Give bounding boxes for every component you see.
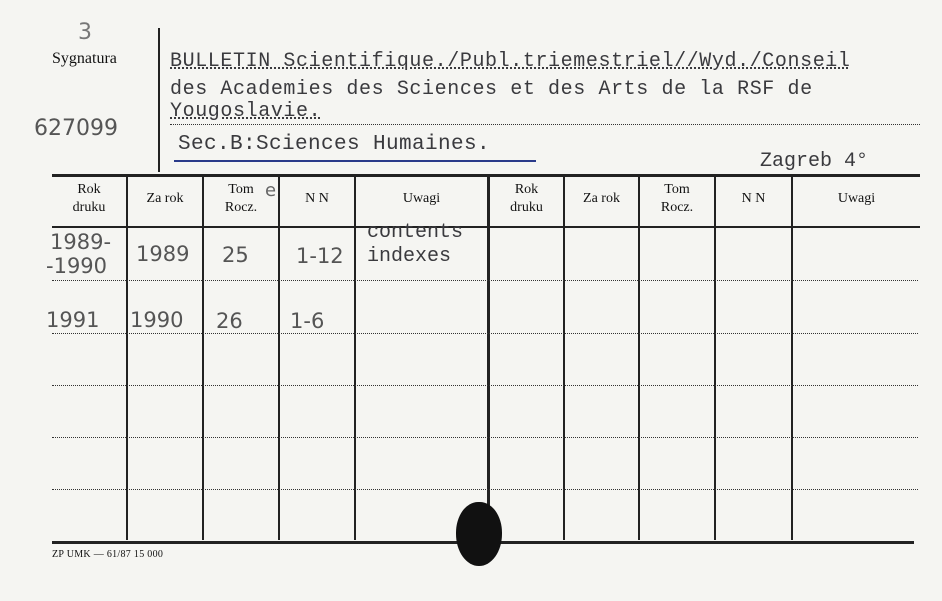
section-title: Sec.B:Sciences Humaines. bbox=[178, 133, 491, 156]
header-nn: N N bbox=[305, 191, 329, 206]
row1-za-rok: 1989 bbox=[136, 242, 190, 266]
col-line bbox=[202, 176, 204, 540]
row1-uwagi-contents: contents bbox=[367, 221, 464, 244]
title-rule bbox=[170, 124, 920, 125]
header-tom-rocz: Tom Rocz. bbox=[224, 182, 258, 215]
col-line-center bbox=[487, 176, 490, 540]
row-rule bbox=[52, 489, 918, 490]
pencil-mark: 3 bbox=[78, 20, 92, 45]
col-line bbox=[638, 176, 640, 540]
row1-tom: 25 bbox=[222, 243, 249, 267]
print-footer: ZP UMK — 61/87 15 000 bbox=[52, 549, 164, 560]
row-rule bbox=[52, 385, 918, 386]
row2-nn: 1-6 bbox=[290, 309, 325, 333]
row2-za-rok: 1990 bbox=[130, 308, 184, 332]
header-divider bbox=[158, 28, 160, 172]
header-rok-druku: Rok druku bbox=[72, 182, 106, 215]
header-tom-rocz-right: Tom Rocz. bbox=[660, 182, 694, 215]
row1-rok-druku-b: -1990 bbox=[46, 254, 108, 278]
header-nn-right: N N bbox=[741, 191, 766, 206]
punch-hole bbox=[456, 502, 502, 566]
header-uwagi: Uwagi bbox=[402, 191, 441, 206]
header-za-rok-right: Za rok bbox=[583, 191, 620, 206]
col-line bbox=[563, 176, 565, 540]
row-rule bbox=[52, 333, 918, 334]
title-line-1: BULLETIN Scientifique./Publ.triemestriel//Wyd./Conseil bbox=[170, 50, 851, 73]
header-za-rok: Za rok bbox=[146, 191, 184, 206]
row1-uwagi-indexes: indexes bbox=[367, 245, 452, 268]
title-line-3: Yougoslavie. bbox=[170, 100, 322, 123]
header-rok-druku-right: Rok druku bbox=[510, 182, 543, 215]
tom-extra-mark: e bbox=[265, 180, 277, 201]
sygnatura-label: Sygnatura bbox=[52, 50, 117, 67]
row1-rok-druku-a: 1989- bbox=[50, 230, 112, 254]
header-uwagi-right: Uwagi bbox=[837, 191, 876, 206]
col-line bbox=[278, 176, 280, 540]
row2-rok-druku: 1991 bbox=[46, 308, 100, 332]
title-line-2: des Academies des Sciences et des Arts de la RSF de bbox=[170, 78, 813, 101]
col-line bbox=[126, 176, 128, 540]
place-format: Zagreb 4° bbox=[760, 150, 869, 173]
col-line bbox=[714, 176, 716, 540]
col-line bbox=[791, 176, 793, 540]
row-rule bbox=[52, 280, 918, 281]
table-top-border bbox=[52, 174, 920, 177]
call-number: 627099 bbox=[34, 116, 118, 141]
table-header-border bbox=[52, 226, 920, 228]
row1-nn: 1-12 bbox=[296, 244, 344, 268]
row2-tom: 26 bbox=[216, 309, 243, 333]
col-line bbox=[354, 176, 356, 540]
row-rule bbox=[52, 437, 918, 438]
section-underline bbox=[174, 160, 536, 162]
